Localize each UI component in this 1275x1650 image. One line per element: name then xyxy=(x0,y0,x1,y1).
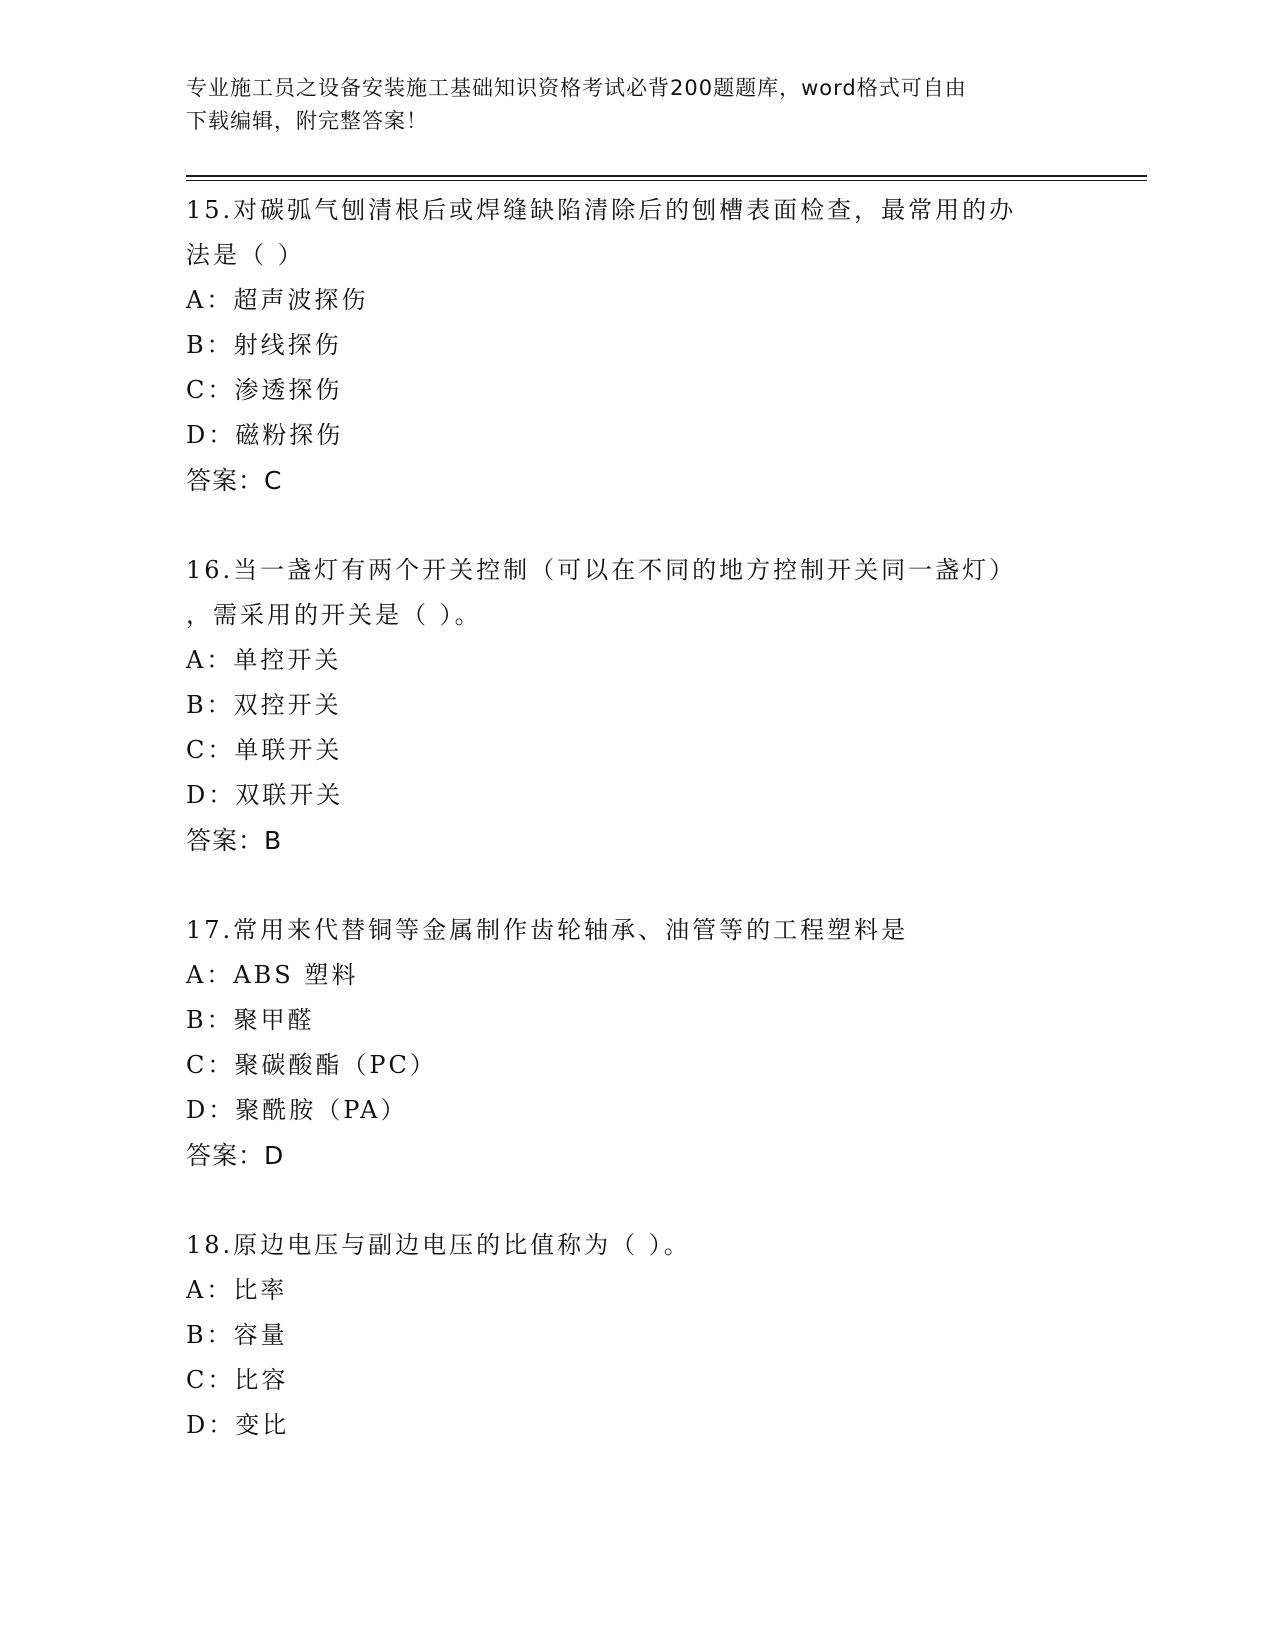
question-text-line: 17.常用来代替铜等金属制作齿轮轴承、油管等的工程塑料是 xyxy=(186,916,909,944)
header-line-1: 专业施工员之设备安装施工基础知识资格考试必背200题题库，word格式可自由 xyxy=(186,76,967,100)
question-18 xyxy=(186,1223,1086,1448)
question-spacer xyxy=(186,1178,1086,1223)
option-c: C：聚碳酸酯（PC） xyxy=(186,1051,437,1079)
question-17 xyxy=(186,908,1086,1178)
option-b: B：双控开关 xyxy=(186,691,342,719)
option-c: C：渗透探伤 xyxy=(186,376,343,404)
question-text xyxy=(186,548,1086,638)
question-spacer xyxy=(186,863,1086,908)
question-list xyxy=(186,188,1086,1448)
question-15 xyxy=(186,188,1086,503)
question-text-line: 16.当一盏灯有两个开关控制（可以在不同的地方控制开关同一盏灯） xyxy=(186,556,1017,584)
question-text-line: ，需采用的开关是（ ）。 xyxy=(186,601,482,629)
option-b: B：聚甲醛 xyxy=(186,1006,315,1034)
header-divider-thick xyxy=(186,175,1147,177)
option-a: A：单控开关 xyxy=(186,646,342,674)
option-c: C：单联开关 xyxy=(186,736,343,764)
option-a: A：ABS 塑料 xyxy=(186,961,359,989)
question-text-line: 18.原边电压与副边电压的比值称为（ ）。 xyxy=(186,1231,691,1259)
option-d: D：变比 xyxy=(186,1411,290,1439)
option-d: D：磁粉探伤 xyxy=(186,421,344,449)
header-line-2: 下载编辑，附完整答案！ xyxy=(186,109,428,133)
question-16 xyxy=(186,548,1086,863)
question-text-line: 法是（ ） xyxy=(186,241,305,269)
option-a: A：超声波探伤 xyxy=(186,286,369,314)
option-c: C：比容 xyxy=(186,1366,289,1394)
option-b: B：容量 xyxy=(186,1321,288,1349)
question-text xyxy=(186,188,1086,278)
header-divider-thin xyxy=(186,180,1147,181)
question-text-line: 15.对碳弧气刨清根后或焊缝缺陷清除后的刨槽表面检查，最常用的办 xyxy=(186,196,1017,224)
question-text xyxy=(186,1223,1086,1268)
question-text xyxy=(186,908,1086,953)
question-spacer xyxy=(186,503,1086,548)
answer-line: 答案：D xyxy=(186,1141,285,1170)
option-b: B：射线探伤 xyxy=(186,331,342,359)
option-d: D：聚酰胺（PA） xyxy=(186,1096,408,1124)
document-header xyxy=(186,72,1086,138)
option-a: A：比率 xyxy=(186,1276,288,1304)
answer-line: 答案：C xyxy=(186,466,283,495)
answer-line: 答案：B xyxy=(186,826,283,855)
option-d: D：双联开关 xyxy=(186,781,344,809)
